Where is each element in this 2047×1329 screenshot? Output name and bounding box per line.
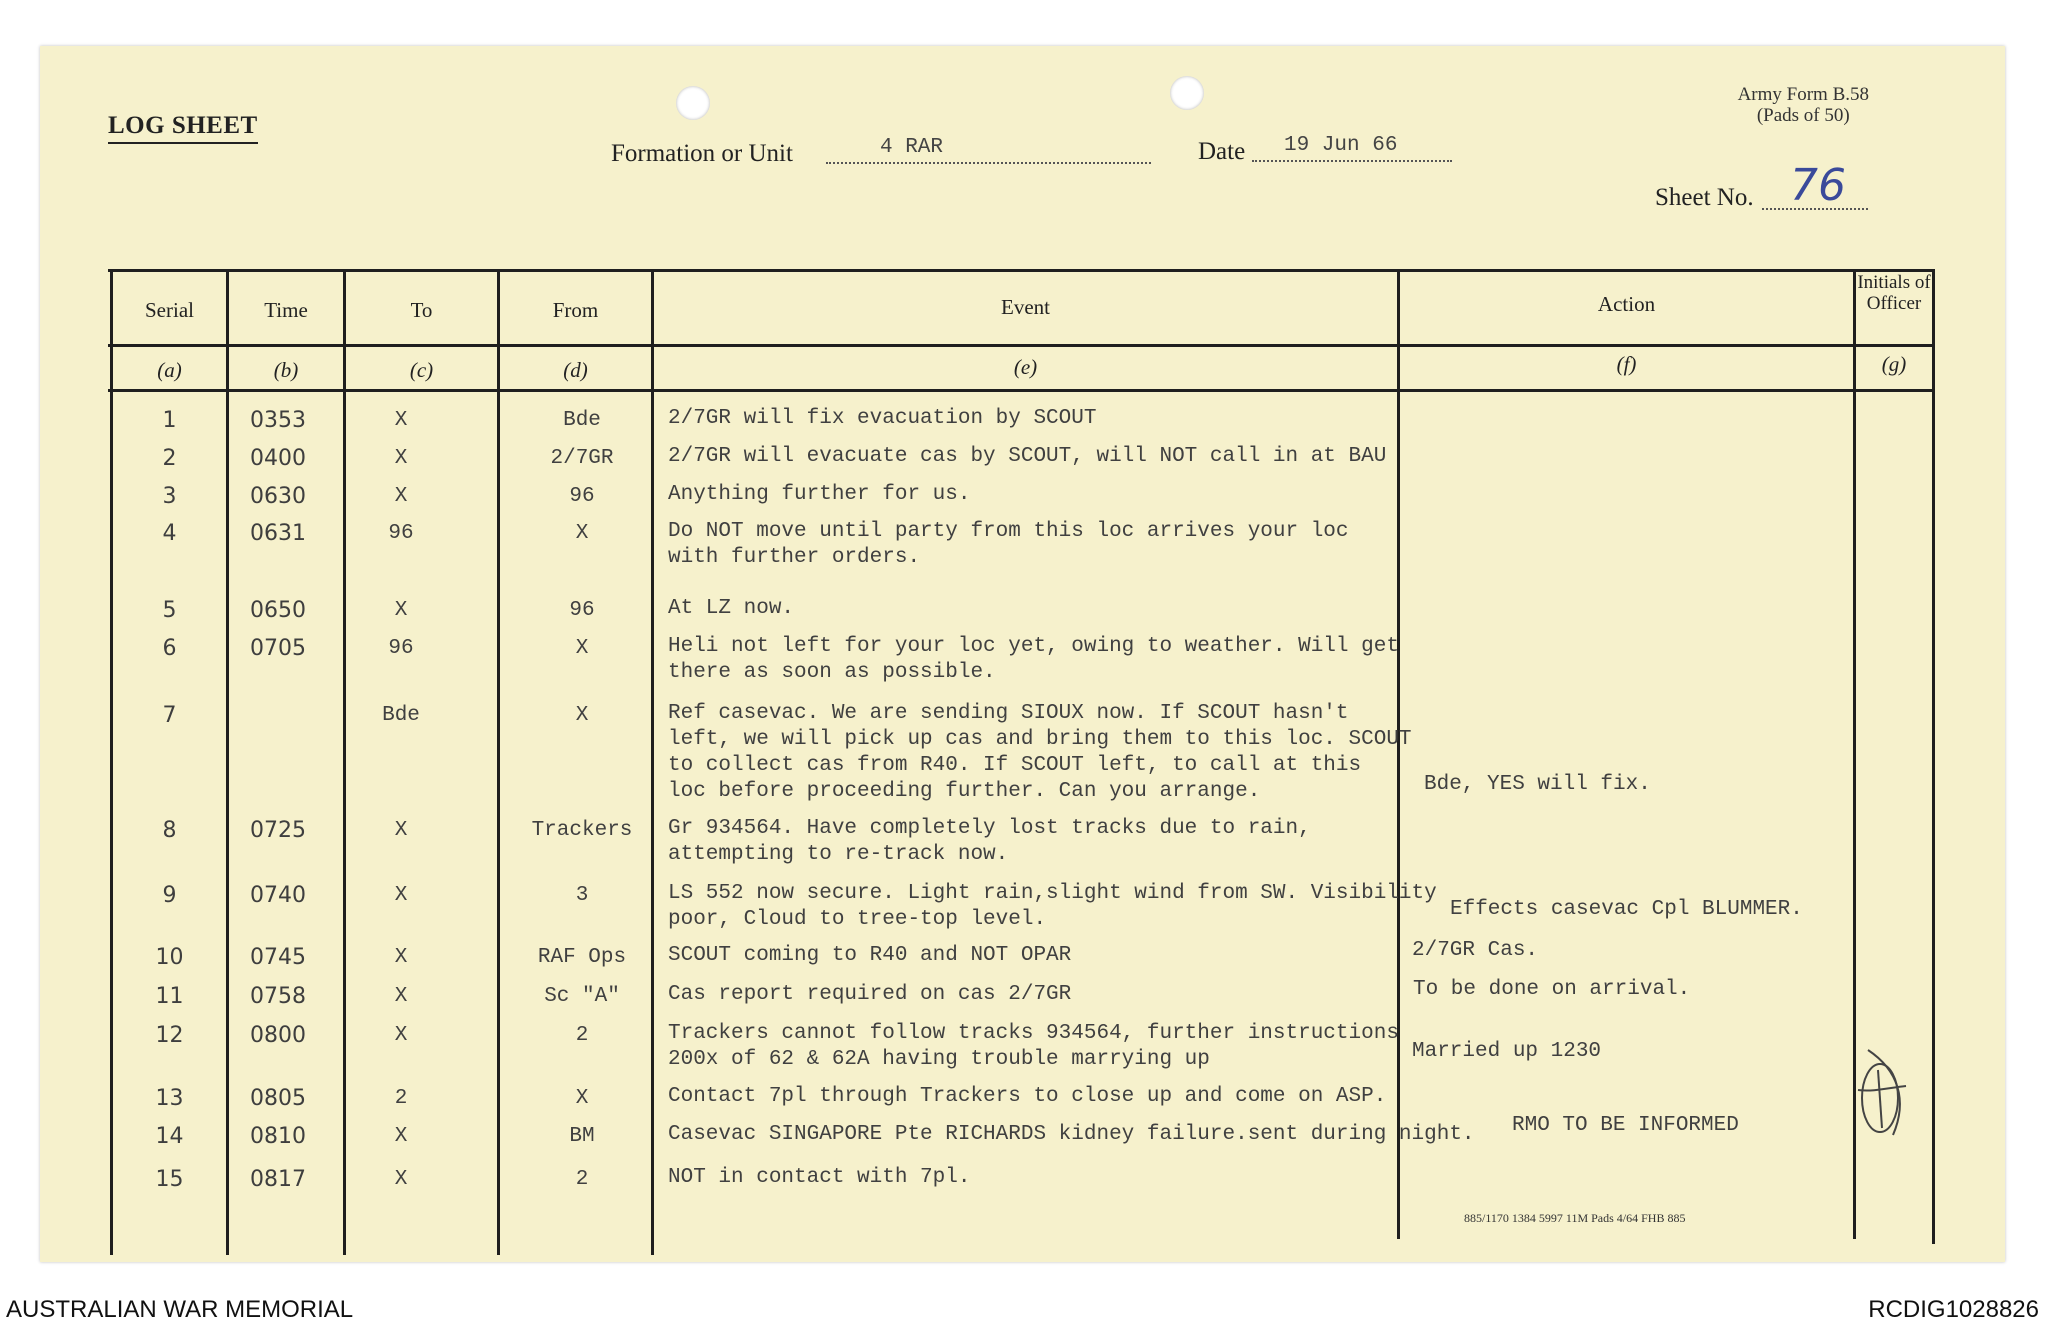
row-serial: 2: [162, 446, 177, 471]
row-to: X: [394, 485, 408, 508]
row-serial: 15: [155, 1167, 184, 1192]
row-event: At LZ now.: [668, 597, 795, 620]
row-serial: 4: [162, 521, 177, 546]
row-from: 96: [569, 599, 595, 622]
row-time: 0400: [250, 446, 306, 471]
letter-a: (a): [157, 358, 182, 382]
row-from: 2: [575, 1168, 589, 1191]
row-event: NOT in contact with 7pl.: [668, 1166, 971, 1189]
row-event: Gr 934564. Have completely lost tracks due to rain, attempting to re-track now.: [668, 817, 1311, 866]
row-action: RMO TO BE INFORMED: [1512, 1114, 1739, 1137]
row-to: 96: [388, 522, 414, 545]
row-from: X: [575, 704, 589, 727]
row-from: 96: [569, 485, 595, 508]
column-border-right: [1932, 269, 1935, 1244]
table-top-border: [108, 269, 1935, 272]
row-event: Anything further for us.: [668, 483, 971, 506]
header-event: Event: [1001, 295, 1050, 319]
row-from: X: [575, 522, 589, 545]
row-serial: 14: [155, 1124, 184, 1149]
header-from: From: [552, 298, 599, 322]
row-time: 0630: [250, 484, 306, 509]
row-event: Trackers cannot follow tracks 934564, further instructions 200x of 62 & 62A having trouble marrying up: [668, 1022, 1399, 1071]
row-from: Bde: [563, 409, 601, 432]
row-time: 0758: [250, 984, 306, 1009]
row-from: 2/7GR: [550, 447, 614, 470]
letter-f: (f): [1616, 352, 1637, 376]
header-action: Action: [1597, 292, 1656, 316]
sheet-number-label: Sheet No.: [1655, 184, 1754, 211]
row-to: X: [394, 447, 408, 470]
header-time: Time: [264, 298, 308, 322]
row-serial: 11: [155, 984, 184, 1009]
date-value: 19 Jun 66: [1284, 134, 1398, 157]
row-action: Married up 1230: [1412, 1040, 1602, 1063]
row-event: Casevac SINGAPORE Pte RICHARDS kidney failure.sent during night.: [668, 1123, 1475, 1146]
row-event: LS 552 now secure. Light rain,slight wind from SW. Visibility poor, Cloud to tree-top level.: [668, 882, 1437, 931]
row-time: 0800: [250, 1023, 306, 1048]
row-to: 96: [388, 637, 414, 660]
row-time: 0805: [250, 1086, 306, 1111]
army-form-line2: (Pads of 50): [1756, 105, 1850, 126]
row-event: Do NOT move until party from this loc arrives your loc with further orders.: [668, 520, 1349, 569]
footer-right: RCDIG1028826: [1868, 1296, 2039, 1323]
table-header-divider: [108, 344, 1935, 347]
letter-d: (d): [563, 358, 588, 382]
letter-c: (c): [409, 358, 434, 382]
row-from: Trackers: [531, 819, 633, 842]
row-action: Bde, YES will fix.: [1424, 773, 1651, 796]
officer-initials-scrawl: [1848, 1040, 1918, 1150]
row-serial: 5: [162, 598, 177, 623]
form-title: LOG SHEET: [108, 112, 258, 144]
row-time: 0740: [250, 883, 306, 908]
row-action: 2/7GR Cas.: [1412, 939, 1539, 962]
row-to: X: [394, 599, 408, 622]
row-serial: 6: [162, 636, 177, 661]
row-to: X: [394, 409, 408, 432]
header-to: To: [410, 298, 433, 322]
column-border-serial-time: [226, 269, 229, 1255]
letter-g: (g): [1881, 352, 1907, 376]
row-time: 0725: [250, 818, 306, 843]
row-serial: 13: [155, 1086, 184, 1111]
row-time: 0631: [250, 521, 306, 546]
sheet-number-value: 76: [1790, 160, 1846, 211]
punch-hole-right: [1170, 76, 1204, 110]
punch-hole-left: [676, 86, 710, 120]
header-initials: Initials of Officer: [1857, 272, 1931, 314]
row-to: X: [394, 1168, 408, 1191]
row-from: Sc "A": [544, 985, 620, 1008]
row-action: Effects casevac Cpl BLUMMER.: [1450, 898, 1803, 921]
row-to: X: [394, 819, 408, 842]
row-from: BM: [569, 1125, 595, 1148]
row-serial: 3: [162, 484, 177, 509]
row-serial: 8: [162, 818, 177, 843]
row-event: 2/7GR will evacuate cas by SCOUT, will NOT call in at BAU: [668, 445, 1387, 468]
row-action: To be done on arrival.: [1413, 978, 1691, 1001]
row-serial: 12: [155, 1023, 184, 1048]
formation-label: Formation or Unit: [611, 140, 793, 167]
row-event: Contact 7pl through Trackers to close up and come on ASP.: [668, 1085, 1387, 1108]
row-to: X: [394, 1125, 408, 1148]
row-event: Cas report required on cas 2/7GR: [668, 983, 1072, 1006]
row-serial: 1: [162, 408, 177, 433]
row-time: 0353: [250, 408, 306, 433]
row-time: 0810: [250, 1124, 306, 1149]
row-time: 0650: [250, 598, 306, 623]
row-from: X: [575, 637, 589, 660]
date-label: Date: [1198, 138, 1246, 165]
letter-e: (e): [1013, 355, 1038, 379]
row-serial: 10: [155, 945, 184, 970]
row-to: X: [394, 1024, 408, 1047]
row-time: 0817: [250, 1167, 306, 1192]
header-serial: Serial: [145, 298, 194, 322]
row-from: 3: [575, 884, 589, 907]
row-event: 2/7GR will fix evacuation by SCOUT: [668, 407, 1097, 430]
formation-value: 4 RAR: [880, 136, 944, 159]
army-form-line1: Army Form B.58: [1737, 84, 1869, 105]
row-from: X: [575, 1087, 589, 1110]
row-to: 2: [394, 1087, 408, 1110]
row-time: 0745: [250, 945, 306, 970]
row-time: 0705: [250, 636, 306, 661]
column-border-to-from: [497, 269, 500, 1255]
formation-dotted-line: [826, 136, 1151, 164]
row-event: SCOUT coming to R40 and NOT OPAR: [668, 944, 1072, 967]
row-event: Ref casevac. We are sending SIOUX now. If SCOUT hasn't left, we will pick up cas and bring them to this loc. SCOUT to collect cas from R40. If SCOUT left, to call at this loc before proceeding further. Can you arrange.: [668, 702, 1412, 803]
row-from: RAF Ops: [537, 946, 627, 969]
row-event: Heli not left for your loc yet, owing to weather. Will get there as soon as possible.: [668, 635, 1399, 684]
row-from: 2: [575, 1024, 589, 1047]
printer-imprint: 885/1170 1384 5997 11M Pads 4/64 FHB 885: [1464, 1211, 1686, 1225]
row-to: X: [394, 985, 408, 1008]
letter-b: (b): [273, 358, 299, 382]
row-to: Bde: [382, 704, 420, 727]
footer-left: AUSTRALIAN WAR MEMORIAL: [6, 1296, 354, 1323]
table-letter-divider: [108, 389, 1935, 392]
row-serial: 7: [162, 703, 177, 728]
army-form-id: [1738, 84, 1869, 126]
row-to: X: [394, 946, 408, 969]
row-serial: 9: [162, 883, 177, 908]
row-to: X: [394, 884, 408, 907]
